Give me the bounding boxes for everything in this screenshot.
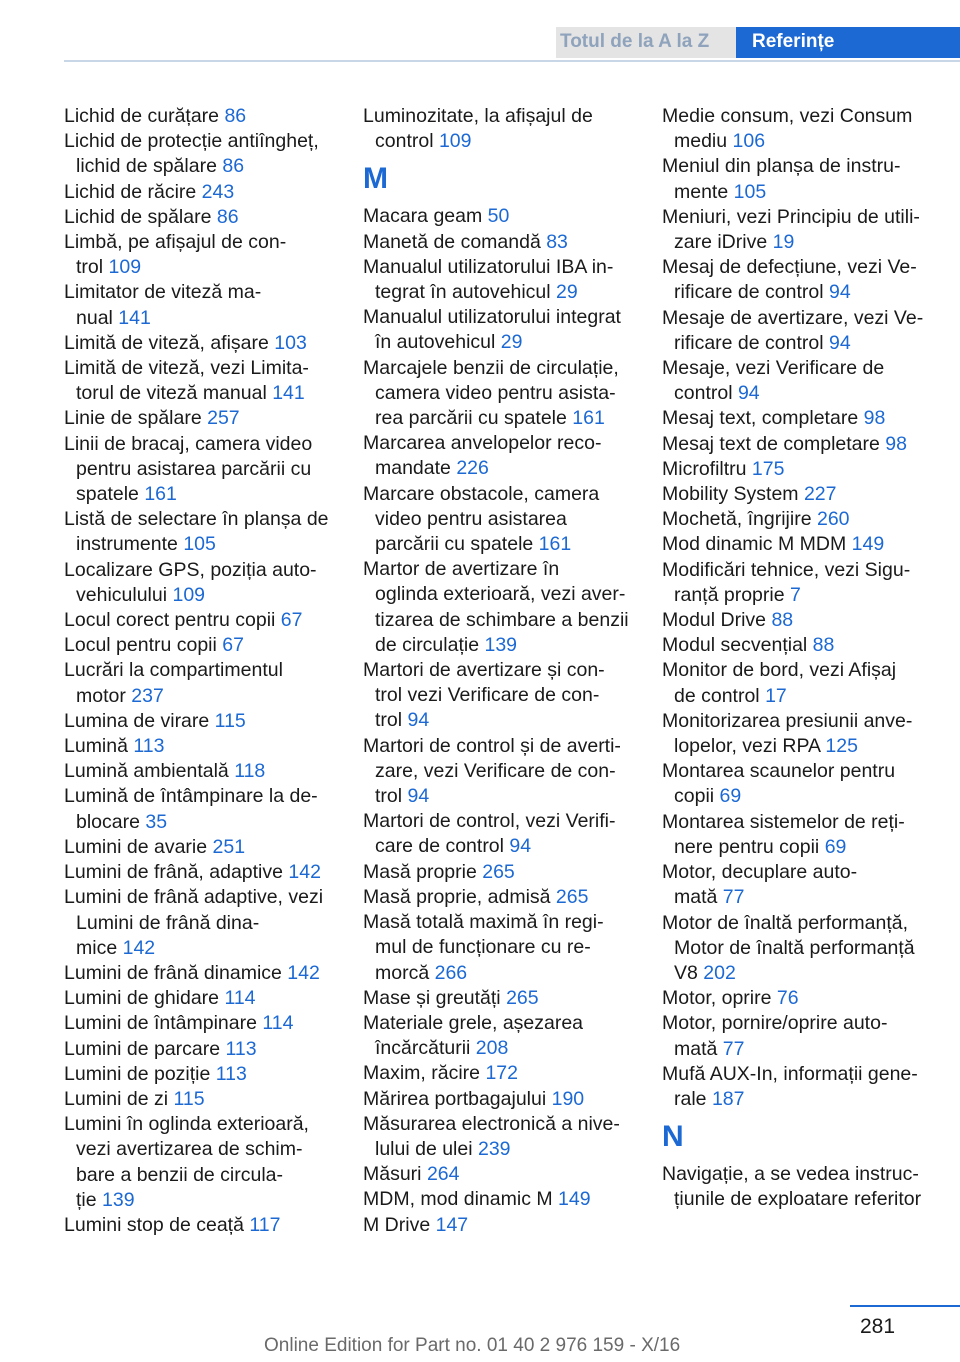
section-letter: N	[662, 1120, 684, 1154]
index-term: Motor de înaltă performanță, Motor de înaltă performanță V8	[662, 911, 915, 984]
index-term: Lumini de ghidare	[64, 987, 225, 1010]
page-link[interactable]: 264	[426, 1163, 460, 1186]
index-entry	[363, 658, 648, 734]
index-term: Mobility System	[662, 483, 804, 506]
index-term: Medie consum, vezi Consum mediu	[662, 105, 913, 153]
page-link[interactable]: 161	[538, 533, 572, 556]
page-link[interactable]: 67	[222, 634, 244, 657]
index-term: Manualul utilizatorului IBA in- tegrat în autovehicul	[363, 255, 614, 304]
index-term: Lumină ambientală	[64, 760, 235, 783]
index-entry	[64, 129, 348, 179]
index-term: Lumină	[64, 735, 134, 758]
page-link[interactable]: 17	[765, 684, 787, 707]
index-entry	[662, 205, 958, 255]
page-link[interactable]: 29	[556, 281, 578, 304]
index-term: Meniuri, vezi Principiu de utili- zare iDrive	[662, 205, 920, 254]
index-entry	[363, 809, 648, 859]
index-entry	[662, 1062, 958, 1112]
index-term: MDM, mod dinamic M	[363, 1188, 559, 1211]
page-link[interactable]: 105	[183, 533, 216, 556]
page-link[interactable]: 69	[719, 785, 742, 808]
page-link[interactable]: 113	[133, 735, 165, 758]
index-column-3	[662, 104, 958, 1213]
index-entry	[64, 608, 348, 633]
page-link[interactable]: 125	[825, 735, 858, 758]
index-term: Lumina de virare	[64, 709, 215, 732]
index-entry	[363, 230, 648, 255]
index-column-1	[64, 104, 348, 1238]
page-link[interactable]: 226	[456, 457, 489, 480]
section-letter: M	[363, 162, 388, 196]
page-link[interactable]: 88	[812, 634, 835, 657]
page-number: 281	[860, 1315, 896, 1338]
index-term: Mochetă, îngrijire	[662, 508, 817, 531]
index-term: Maxim, răcire	[363, 1062, 486, 1085]
index-entry	[662, 558, 958, 608]
index-entry	[363, 1011, 648, 1061]
index-term: Modul Drive	[662, 609, 772, 632]
index-term: Lumini de frână adaptive, vezi Lumini de frână dina- mice	[64, 886, 324, 959]
index-entry	[363, 1087, 648, 1112]
index-entry	[64, 734, 348, 759]
page-link[interactable]: 266	[434, 961, 468, 984]
page-link[interactable]: 139	[484, 633, 518, 656]
index-entry	[662, 986, 958, 1011]
page-link[interactable]: 113	[215, 1062, 247, 1085]
section-title: Totul de la A la Z	[560, 31, 710, 52]
index-term: Meniul din planșa de instru- mente	[662, 155, 901, 203]
index-term: M Drive	[363, 1213, 436, 1236]
index-entry	[64, 280, 348, 330]
page-link[interactable]: 86	[224, 105, 247, 127]
page-link[interactable]: 109	[108, 256, 142, 279]
page-link[interactable]: 7	[789, 583, 801, 606]
index-column-2	[363, 104, 648, 1238]
index-term: Locul corect pentru copii	[64, 609, 281, 632]
index-term: Listă de selectare în planșa de instrumente	[64, 508, 329, 556]
index-term: Motor, oprire	[662, 987, 777, 1010]
index-term: Microfiltru	[662, 457, 752, 480]
index-entry	[64, 1037, 348, 1062]
index-entry	[64, 180, 348, 205]
index-entry	[662, 154, 958, 204]
index-entry	[363, 204, 648, 229]
index-entry	[662, 482, 958, 507]
index-entry	[662, 633, 958, 658]
page-link[interactable]: 227	[803, 483, 837, 506]
index-term: Mărirea portbagajului	[363, 1087, 552, 1110]
index-term: Motor, decuplare auto- mată	[662, 861, 858, 909]
index-term: Marcare obstacole, camera video pentru asistarea parcării cu spatele	[363, 482, 600, 556]
index-entry	[64, 1011, 348, 1036]
index-entry	[662, 104, 958, 154]
page-link[interactable]: 142	[287, 961, 320, 984]
page-link[interactable]: 142	[122, 936, 156, 959]
page-link[interactable]: 251	[212, 835, 246, 858]
index-term: Limită de viteză, afișare	[64, 331, 275, 354]
page-link[interactable]: 113	[225, 1037, 257, 1060]
index-term: Mesaj text de completare	[662, 432, 886, 455]
page-link[interactable]: 35	[145, 810, 168, 833]
page-link[interactable]: 103	[274, 331, 307, 354]
page-link[interactable]: 114	[262, 1012, 294, 1035]
page-link[interactable]: 94	[828, 281, 851, 304]
index-term: Lumini de frână, adaptive	[64, 861, 289, 884]
index-entry	[662, 860, 958, 910]
index-term: Lumini de întâmpinare	[64, 1012, 263, 1035]
page-link[interactable]: 190	[551, 1087, 585, 1110]
index-term: Măsuri	[363, 1163, 427, 1186]
index-entry	[662, 406, 958, 431]
index-term: Lumini de parcare	[64, 1037, 226, 1060]
page-link[interactable]: 265	[506, 986, 539, 1009]
page-link[interactable]: 161	[572, 407, 605, 430]
index-term: Lumini de zi	[64, 1087, 174, 1110]
index-entry	[64, 986, 348, 1011]
page-link[interactable]: 109	[172, 583, 206, 606]
index-entry	[363, 1162, 648, 1187]
index-term: Modul secvențial	[662, 634, 813, 657]
index-entry	[363, 482, 648, 558]
index-term: Lumini de avarie	[64, 835, 213, 858]
index-term: Lumină de întâmpinare la de- blocare	[64, 785, 318, 833]
index-term: Limitator de viteză ma- nual	[64, 281, 262, 329]
index-term: Mesaje, vezi Verificare de control	[662, 357, 885, 405]
index-entry	[64, 432, 348, 508]
index-entry	[363, 1112, 648, 1162]
page-link[interactable]: 208	[475, 1037, 509, 1060]
page-link[interactable]: 67	[280, 609, 303, 632]
index-entry	[363, 431, 648, 481]
index-term: Mesaje de avertizare, vezi Ve- rificare de control	[662, 306, 924, 354]
index-term: Lumini de frână dinamice	[64, 961, 288, 984]
index-entry	[363, 1187, 648, 1212]
page-link[interactable]: 172	[485, 1062, 518, 1085]
page-link[interactable]: 94	[509, 835, 532, 858]
page-link[interactable]: 94	[407, 709, 430, 732]
page-link[interactable]: 29	[500, 331, 523, 354]
index-entry	[64, 558, 348, 608]
index-term: Lichid de spălare	[64, 205, 217, 228]
index-term: Marcajele benzii de circulație, camera video pentru asista- rea parcării cu spatele	[363, 356, 619, 430]
index-entry	[662, 457, 958, 482]
index-term: Mufă AUX-In, informații gene- rale	[662, 1062, 918, 1110]
edition-info: Online Edition for Part no. 01 40 2 976 159 - X/16	[264, 1335, 681, 1356]
index-entry	[64, 759, 348, 784]
page-link[interactable]: 86	[216, 205, 239, 228]
index-entry	[64, 784, 348, 834]
index-entry	[64, 658, 348, 708]
page-link[interactable]: 265	[555, 885, 589, 908]
page-link[interactable]: 257	[207, 407, 240, 430]
page-link[interactable]: 94	[828, 331, 851, 354]
page-link[interactable]: 260	[816, 508, 850, 531]
index-entry	[363, 1213, 648, 1238]
page-header	[0, 0, 960, 62]
index-entry	[64, 1112, 348, 1213]
index-entry	[662, 810, 958, 860]
index-entry	[64, 331, 348, 356]
page-link[interactable]: 147	[435, 1213, 469, 1236]
index-term: Lumini în oglinda exterioară, vezi avertizarea de schim- bare a benzii de circula- ție	[64, 1113, 309, 1211]
index-entry	[64, 1062, 348, 1087]
index-term: Mod dinamic M MDM	[662, 533, 852, 556]
index-term: Motor, pornire/oprire auto- mată	[662, 1012, 888, 1060]
index-entry	[64, 104, 348, 129]
page-link[interactable]: 117	[249, 1213, 281, 1236]
index-entry	[363, 860, 648, 885]
index-entry	[662, 608, 958, 633]
index-term: Marcarea anvelopelor reco- mandate	[363, 432, 602, 480]
index-entry	[64, 835, 348, 860]
index-entry	[363, 305, 648, 355]
page-link[interactable]: 19	[772, 231, 795, 254]
index-entry	[64, 356, 348, 406]
page-link[interactable]: 265	[482, 860, 515, 883]
page-link[interactable]: 149	[558, 1188, 591, 1211]
index-entry	[363, 104, 648, 154]
index-entry	[662, 759, 958, 809]
index-term: Lumini de poziție	[64, 1062, 216, 1085]
index-term: Masă proprie, admisă	[363, 885, 556, 908]
page-link[interactable]: 106	[732, 130, 766, 153]
index-entry	[363, 1061, 648, 1086]
index-term: Masă totală maximă în regi- mul de funcționare cu re- morcă	[363, 911, 604, 984]
page-link[interactable]: 105	[733, 180, 767, 203]
index-entry	[363, 734, 648, 810]
index-term: Mesaj text, completare	[662, 407, 864, 430]
page-link[interactable]: 98	[863, 407, 886, 430]
page-link[interactable]: 50	[487, 205, 510, 228]
index-entry	[64, 860, 348, 885]
page-link[interactable]: 118	[234, 760, 266, 783]
index-term: Lichid de curățare	[64, 105, 225, 127]
page-link[interactable]: 77	[722, 1037, 745, 1060]
page-link[interactable]: 141	[272, 382, 305, 405]
index-term: Mesaj de defecțiune, vezi Ve- rificare de control	[662, 256, 917, 304]
page-link[interactable]: 114	[224, 987, 256, 1010]
index-term: Montarea scaunelor pentru copii	[662, 760, 896, 808]
index-term: Locul pentru copii	[64, 634, 223, 657]
index-term: Navigație, a se vedea instruc- țiunile de exploatare referitor	[662, 1163, 922, 1211]
page-link[interactable]: 76	[776, 987, 799, 1010]
index-entry	[64, 885, 348, 961]
index-term: Lucrări la compartimentul motor	[64, 659, 283, 707]
index-entry	[363, 986, 648, 1011]
index-term: Martori de control și de averti- zare, vezi Verificare de con- trol	[363, 734, 621, 808]
page-link[interactable]: 243	[201, 180, 235, 203]
page-link[interactable]: 88	[771, 609, 794, 632]
page-link[interactable]: 141	[118, 306, 151, 329]
index-entry	[64, 230, 348, 280]
index-entry	[363, 557, 648, 658]
header-divider	[64, 60, 960, 62]
index-term: Manetă de comandă	[363, 230, 547, 253]
index-term: Monitor de bord, vezi Afișaj de control	[662, 659, 897, 707]
index-entry	[363, 910, 648, 986]
index-entry	[662, 432, 958, 457]
page-link[interactable]: 94	[737, 382, 760, 405]
index-entry	[64, 205, 348, 230]
index-entry	[363, 885, 648, 910]
page-link[interactable]: 237	[131, 684, 164, 707]
index-entry	[64, 961, 348, 986]
index-term: Limită de viteză, vezi Limita- torul de viteză manual	[64, 357, 309, 405]
index-entry	[662, 356, 958, 406]
index-term: Lumini stop de ceață	[64, 1213, 250, 1236]
page-link[interactable]: 175	[751, 457, 785, 480]
page-link[interactable]: 109	[438, 130, 472, 153]
index-entry	[64, 1213, 348, 1238]
index-term: Martori de avertizare și con- trol vezi Verificare de con- trol	[363, 659, 605, 732]
page-link[interactable]: 83	[546, 230, 568, 253]
index-term: Măsurarea electronică a nive- lului de ulei	[363, 1112, 620, 1160]
index-entry	[662, 507, 958, 532]
index-entry	[64, 709, 348, 734]
index-term: Lichid de protecție antiîngheț, lichid de spălare	[64, 130, 319, 178]
page-link[interactable]: 142	[288, 861, 321, 884]
index-entry	[363, 255, 648, 305]
index-entry	[64, 633, 348, 658]
index-term: Linii de bracaj, camera video pentru asistarea parcării cu spatele	[64, 432, 313, 506]
index-entry	[662, 1162, 958, 1212]
index-term: Modificări tehnice, vezi Sigu- ranță proprie	[662, 558, 911, 606]
index-entry	[662, 306, 958, 356]
index-entry	[662, 1011, 958, 1061]
footer-divider	[850, 1305, 960, 1307]
index-term: Linie de spălare	[64, 407, 208, 430]
index-entry	[662, 532, 958, 557]
page-link[interactable]: 239	[477, 1137, 511, 1160]
index-entry	[64, 507, 348, 557]
index-term: Mase și greutăți	[363, 986, 507, 1009]
index-term: Monitorizarea presiunii anve- lopelor, vezi RPA	[662, 709, 913, 758]
page-link[interactable]: 202	[703, 961, 736, 984]
index-entry	[662, 709, 958, 759]
page-link[interactable]: 115	[173, 1087, 205, 1110]
page-link[interactable]: 98	[885, 432, 907, 455]
index-term: Martor de avertizare în oglinda exterioară, vezi aver- tizarea de schimbare a benzii de circulație	[363, 558, 629, 656]
index-term: Limbă, pe afișajul de con- trol	[64, 231, 287, 279]
index-term: Martori de control, vezi Verifi- care de control	[363, 810, 616, 858]
chapter-title: Referințe	[752, 31, 835, 52]
index-term: Localizare GPS, poziția auto- vehiculului	[64, 558, 317, 606]
index-entry	[363, 356, 648, 432]
page-link[interactable]: 94	[407, 785, 430, 808]
index-term: Luminozitate, la afișajul de control	[363, 105, 593, 153]
page-link[interactable]: 187	[711, 1087, 745, 1110]
page-link[interactable]: 77	[722, 886, 745, 909]
index-entry	[64, 1087, 348, 1112]
page-link[interactable]: 69	[824, 835, 847, 858]
index-term: Lichid de răcire	[64, 180, 202, 203]
index-term: Masă proprie	[363, 860, 483, 883]
index-term: Macara geam	[363, 205, 488, 228]
index-entry	[662, 911, 958, 987]
page-link[interactable]: 115	[214, 709, 246, 732]
page-link[interactable]: 161	[144, 483, 177, 506]
index-term: Montarea sistemelor de reți- nere pentru copii	[662, 810, 905, 858]
index-entry	[662, 658, 958, 708]
index-entry	[64, 406, 348, 431]
page-link[interactable]: 139	[102, 1188, 135, 1211]
index-term: Materiale grele, așezarea încărcăturii	[363, 1011, 584, 1060]
index-entry	[662, 255, 958, 305]
page-link[interactable]: 149	[851, 533, 885, 556]
index-term: Manualul utilizatorului integrat în autovehicul	[363, 306, 621, 354]
page-link[interactable]: 86	[222, 155, 245, 178]
